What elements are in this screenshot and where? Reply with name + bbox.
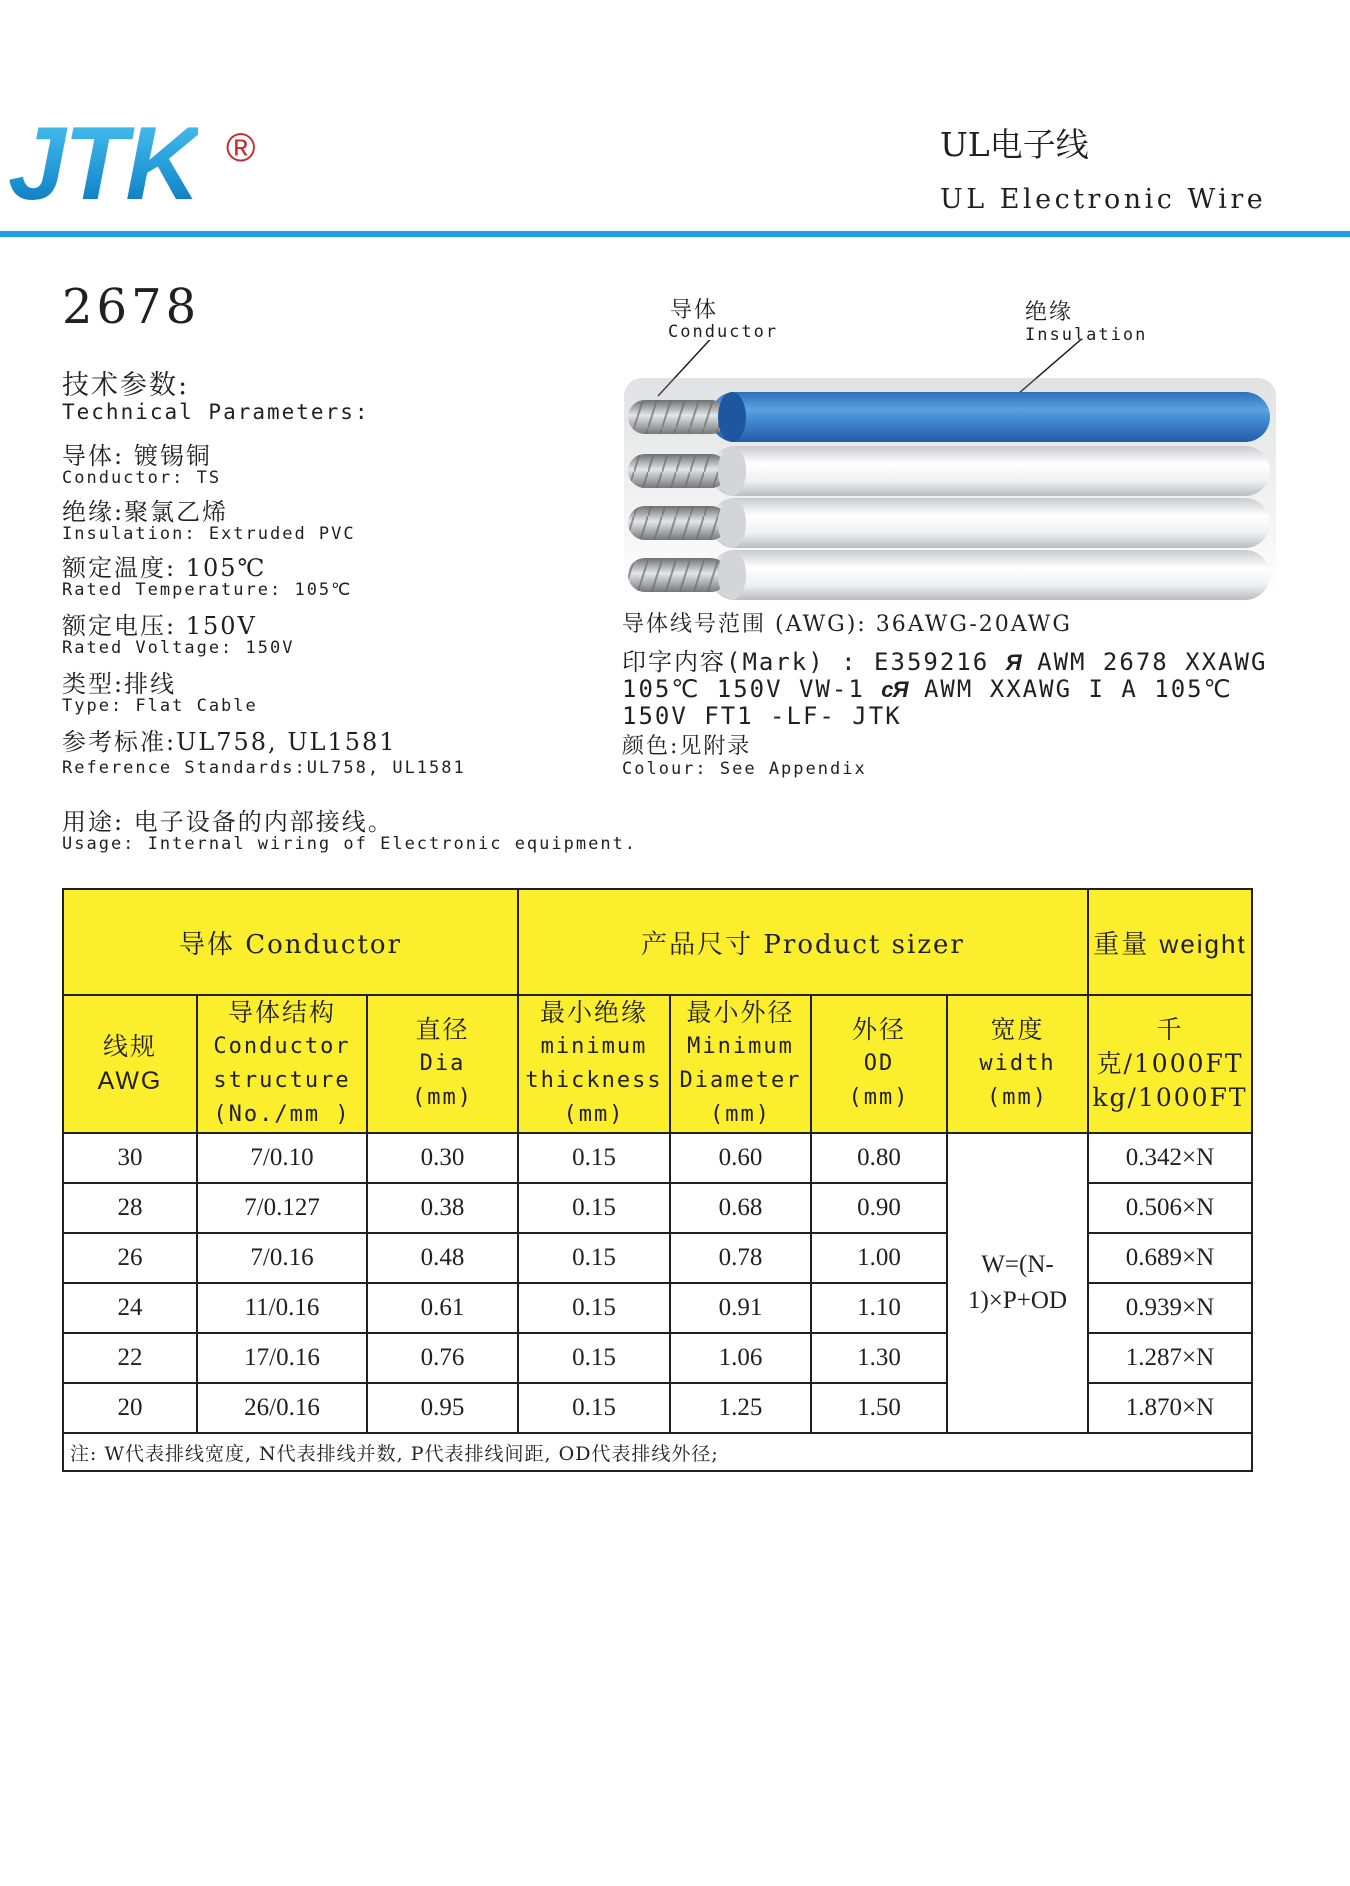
group-weight-en: weight [1159, 928, 1247, 959]
wire-white-2 [628, 498, 1270, 548]
cell-od: 0.80 [811, 1133, 947, 1183]
cell-dia: 0.30 [367, 1133, 518, 1183]
cell-od: 0.90 [811, 1183, 947, 1233]
label-conductor-cn: 导体 [670, 298, 719, 323]
col-awg [63, 995, 197, 1133]
cell-weight: 0.689×N [1088, 1233, 1252, 1283]
col-od-cn: 外径 [851, 1015, 906, 1044]
col-dia-en: Dia [419, 1051, 466, 1076]
col-dia-unit: (mm) [412, 1085, 473, 1110]
cell-od: 1.00 [811, 1233, 947, 1283]
cell-min-diameter: 0.78 [670, 1233, 811, 1283]
col-weight-cn: 千克/1000FT [1096, 1015, 1244, 1078]
cell-weight: 1.870×N [1088, 1383, 1252, 1433]
cell-min-thickness: 0.15 [518, 1183, 670, 1233]
title-cn: UL电子线 [940, 125, 1089, 164]
col-min-thickness-en2: thickness [525, 1068, 663, 1093]
usage-cn: 用途: 电子设备的内部接线。 [62, 808, 394, 836]
param-temperature-cn: 额定温度: 105℃ [62, 554, 267, 582]
mark-line-3: 150V FT1 -LF- JTK [622, 702, 902, 730]
cell-weight: 0.506×N [1088, 1183, 1252, 1233]
cell-od: 1.10 [811, 1283, 947, 1333]
col-dia [367, 995, 518, 1133]
col-awg-cn: 线规 [102, 1032, 157, 1061]
col-width-unit: (mm) [987, 1085, 1048, 1110]
cell-dia: 0.61 [367, 1283, 518, 1333]
param-voltage-cn: 额定电压: 150V [62, 612, 257, 640]
cell-structure: 11/0.16 [197, 1283, 367, 1333]
label-conductor-en: Conductor [668, 322, 779, 342]
param-insulation-cn: 绝缘:聚氯乙烯 [62, 498, 229, 526]
cell-min-thickness: 0.15 [518, 1383, 670, 1433]
usage-en: Usage: Internal wiring of Electronic equipment. [62, 834, 638, 854]
cell-structure: 7/0.10 [197, 1133, 367, 1183]
cell-dia: 0.48 [367, 1233, 518, 1283]
mark-line-2-pre: 105℃ 150V VW-1 [622, 675, 882, 703]
colour-cn: 颜色:见附录 [622, 734, 752, 759]
cell-dia: 0.76 [367, 1333, 518, 1383]
cell-min-diameter: 1.25 [670, 1383, 811, 1433]
cell-awg: 24 [63, 1283, 197, 1333]
col-min-diameter-cn: 最小外径 [686, 998, 795, 1027]
cell-dia: 0.95 [367, 1383, 518, 1433]
col-min-thickness-unit: (mm) [563, 1102, 625, 1127]
param-standards-cn: 参考标准:UL758, UL1581 [62, 728, 397, 756]
param-temperature-en: Rated Temperature: 105℃ [62, 580, 353, 600]
params-heading-cn: 技术参数: [62, 370, 190, 401]
wire-white-1 [628, 446, 1270, 496]
mark-line-1 [622, 650, 1267, 674]
cell-awg: 30 [63, 1133, 197, 1183]
colour-en: Colour: See Appendix [622, 759, 867, 779]
cell-min-thickness: 0.15 [518, 1333, 670, 1383]
param-insulation-en: Insulation: Extruded PVC [62, 524, 356, 544]
col-structure-unit: (No./mm ) [213, 1102, 351, 1127]
col-min-diameter [670, 995, 811, 1133]
group-conductor: 导体 Conductor [63, 889, 518, 995]
cell-min-thickness: 0.15 [518, 1283, 670, 1333]
cul-mark-icon: cЯ [881, 677, 908, 702]
cell-structure: 7/0.16 [197, 1233, 367, 1283]
col-structure-en1: Conductor [213, 1034, 351, 1059]
table-row [63, 1133, 1252, 1183]
cell-od: 1.30 [811, 1333, 947, 1383]
cell-structure: 7/0.127 [197, 1183, 367, 1233]
col-width [947, 995, 1088, 1133]
wire-blue [628, 392, 1270, 442]
mark-line-1-post: AWM 2678 XXAWG [1020, 648, 1268, 676]
col-min-thickness-cn: 最小绝缘 [539, 998, 648, 1027]
col-od-unit: (mm) [848, 1085, 910, 1110]
width-formula-line1: W=(N- [981, 1251, 1054, 1278]
cell-awg: 26 [63, 1233, 197, 1283]
group-product-size: 产品尺寸 Product sizer [518, 889, 1088, 995]
col-min-diameter-en1: Minimum [687, 1034, 794, 1059]
label-insulation-cn: 绝缘 [1025, 300, 1074, 325]
param-type-en: Type: Flat Cable [62, 696, 258, 716]
jtk-logo: JTK [8, 106, 199, 222]
param-standards-en: Reference Standards:UL758, UL1581 [62, 758, 466, 778]
model-number: 2678 [62, 279, 201, 335]
cell-width-formula [947, 1133, 1088, 1433]
param-conductor-cn: 导体: 镀锡铜 [62, 442, 212, 470]
col-weight [1088, 995, 1252, 1133]
flat-cable-illustration [620, 340, 1280, 610]
col-min-thickness [518, 995, 670, 1133]
awg-range: 导体线号范围 (AWG): 36AWG-20AWG [622, 612, 1072, 637]
cell-awg: 28 [63, 1183, 197, 1233]
cell-weight: 0.939×N [1088, 1283, 1252, 1333]
cell-min-diameter: 1.06 [670, 1333, 811, 1383]
group-weight [1088, 889, 1252, 995]
cell-awg: 22 [63, 1333, 197, 1383]
param-voltage-en: Rated Voltage: 150V [62, 638, 295, 658]
col-min-diameter-unit: (mm) [710, 1102, 771, 1127]
title-en: UL Electronic Wire [940, 184, 1267, 215]
cell-structure: 26/0.16 [197, 1383, 367, 1433]
col-od-en: OD [863, 1051, 895, 1076]
cell-structure: 17/0.16 [197, 1333, 367, 1383]
col-width-cn: 宽度 [990, 1015, 1045, 1044]
param-conductor-en: Conductor: TS [62, 468, 222, 488]
ul-mark-icon: Я [1005, 650, 1021, 675]
cell-dia: 0.38 [367, 1183, 518, 1233]
col-min-thickness-en1: minimum [540, 1034, 648, 1059]
col-structure [197, 995, 367, 1133]
header-divider [0, 231, 1350, 237]
cell-min-diameter: 0.60 [670, 1133, 811, 1183]
col-dia-cn: 直径 [415, 1015, 470, 1044]
cell-od: 1.50 [811, 1383, 947, 1433]
col-structure-cn: 导体结构 [227, 998, 336, 1027]
col-width-en: width [979, 1051, 1056, 1076]
cell-min-diameter: 0.68 [670, 1183, 811, 1233]
params-heading-en: Technical Parameters: [62, 400, 370, 424]
mark-line-2 [622, 677, 1233, 701]
table-note: 注: W代表排线宽度, N代表排线并数, P代表排线间距, OD代表排线外径; [63, 1433, 1252, 1471]
mark-line-1-pre: 印字内容(Mark) : E359216 [622, 648, 1006, 676]
col-structure-en2: structure [213, 1068, 351, 1093]
registered-mark: ® [226, 126, 256, 170]
mark-line-2-post: AWM XXAWG I A 105℃ [907, 675, 1233, 703]
col-awg-en: AWG [97, 1067, 163, 1095]
cell-min-diameter: 0.91 [670, 1283, 811, 1333]
label-insulation-en: Insulation [1025, 325, 1148, 345]
spec-table [62, 888, 1253, 1472]
cell-awg: 20 [63, 1383, 197, 1433]
col-od [811, 995, 947, 1133]
wire-white-3 [628, 550, 1270, 600]
group-weight-cn: 重量 [1093, 929, 1160, 960]
cell-weight: 1.287×N [1088, 1333, 1252, 1383]
cell-weight: 0.342×N [1088, 1133, 1252, 1183]
col-weight-en: kg/1000FT [1092, 1083, 1248, 1112]
cell-min-thickness: 0.15 [518, 1133, 670, 1183]
width-formula-line2: 1)×P+OD [967, 1287, 1068, 1314]
cell-min-thickness: 0.15 [518, 1233, 670, 1283]
col-min-diameter-en2: Diameter [679, 1068, 802, 1093]
param-type-cn: 类型:排线 [62, 670, 177, 698]
